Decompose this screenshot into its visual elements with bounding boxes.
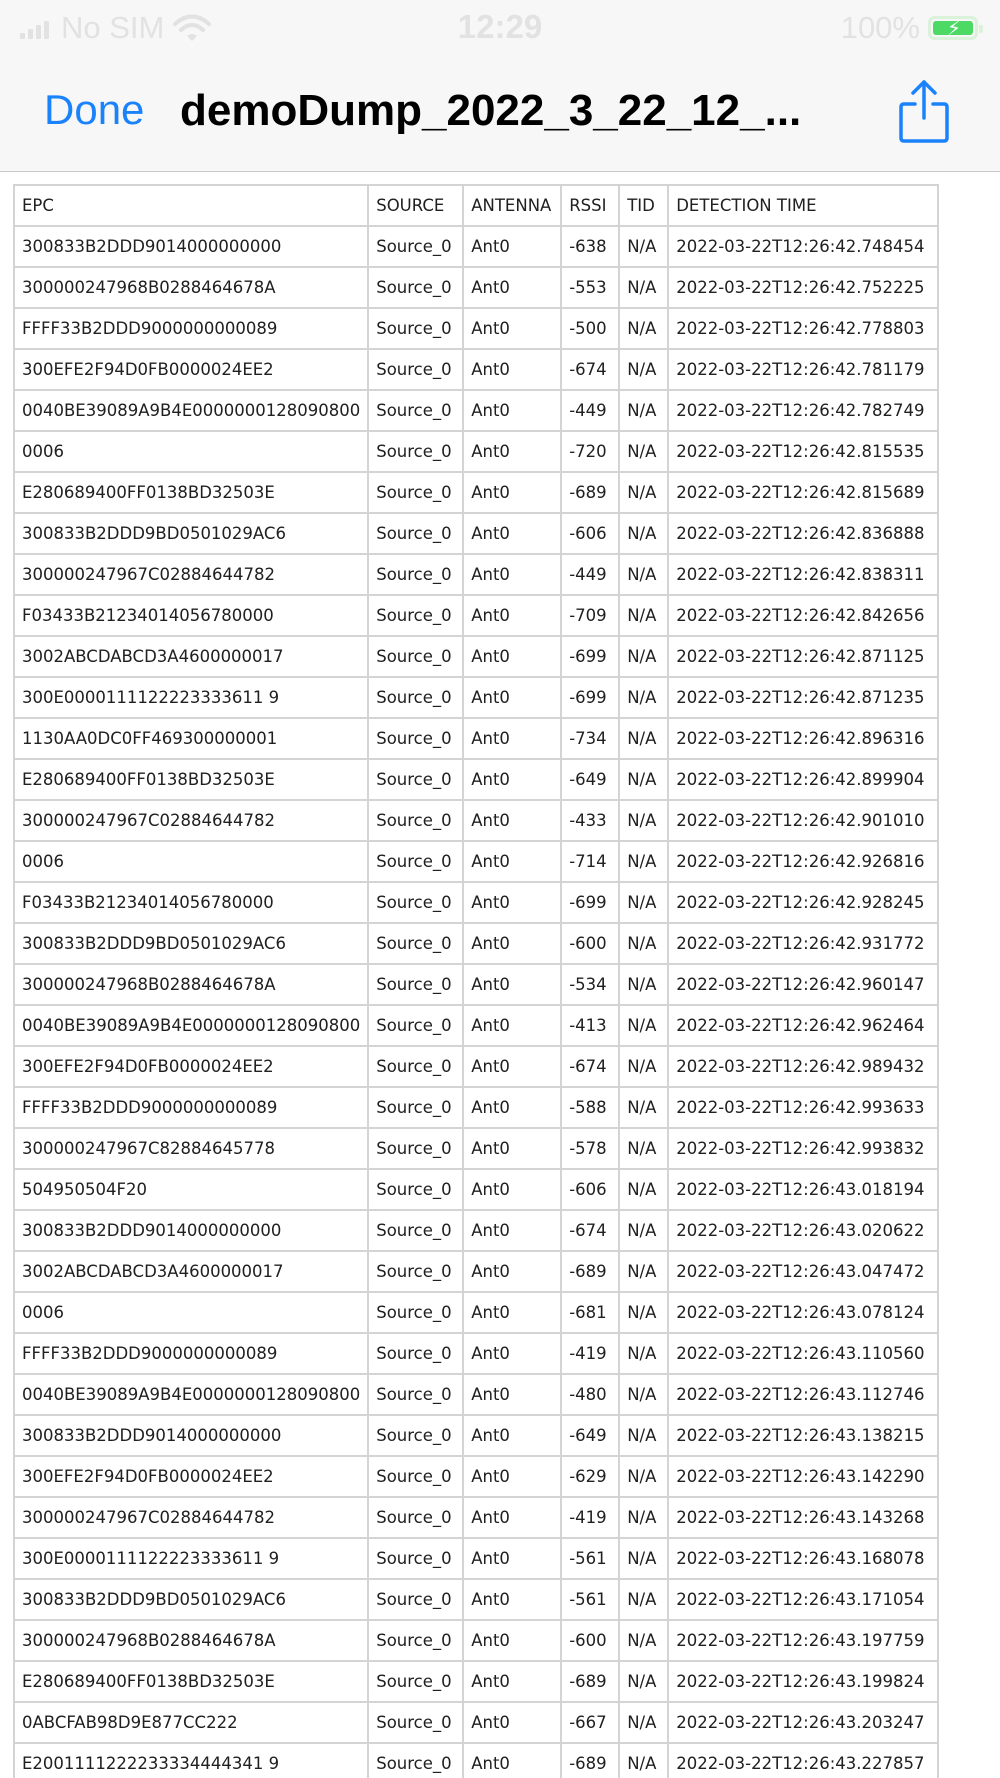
table-row [14, 1333, 938, 1374]
epc-cell: 1130AA0DC0FF469300000001 [14, 718, 368, 759]
rssi-cell: -720 [561, 431, 619, 472]
source-cell: Source_0 [368, 431, 463, 472]
rssi-cell: -500 [561, 308, 619, 349]
battery-icon: ⚡ [928, 16, 978, 40]
epc-cell: 300000247967C02884644782 [14, 554, 368, 595]
rssi-cell: -699 [561, 636, 619, 677]
tid-cell: N/A [619, 513, 668, 554]
detection-time-cell: 2022-03-22T12:26:42.962464 [668, 1005, 938, 1046]
source-cell: Source_0 [368, 595, 463, 636]
epc-cell: 300E0000111122223333611 9 [14, 1538, 368, 1579]
antenna-cell: Ant0 [463, 1538, 561, 1579]
rssi-cell: -667 [561, 1702, 619, 1743]
table-row [14, 1702, 938, 1743]
share-icon [896, 76, 952, 146]
tid-cell: N/A [619, 1538, 668, 1579]
antenna-cell: Ant0 [463, 1579, 561, 1620]
epc-cell: E280689400FF0138BD32503E [14, 472, 368, 513]
table-row [14, 636, 938, 677]
rssi-cell: -699 [561, 882, 619, 923]
table-row [14, 1743, 938, 1778]
tid-cell: N/A [619, 923, 668, 964]
table-row [14, 923, 938, 964]
rssi-cell: -606 [561, 1169, 619, 1210]
carrier-label: No SIM [61, 10, 165, 45]
epc-cell: 0006 [14, 1292, 368, 1333]
source-cell: Source_0 [368, 1415, 463, 1456]
tid-cell: N/A [619, 267, 668, 308]
detection-time-cell: 2022-03-22T12:26:42.778803 [668, 308, 938, 349]
table-row [14, 1497, 938, 1538]
tid-cell: N/A [619, 554, 668, 595]
source-cell: Source_0 [368, 1046, 463, 1087]
source-cell: Source_0 [368, 308, 463, 349]
rssi-cell: -413 [561, 1005, 619, 1046]
rssi-cell: -561 [561, 1538, 619, 1579]
detection-time-cell: 2022-03-22T12:26:42.871235 [668, 677, 938, 718]
tid-cell: N/A [619, 841, 668, 882]
source-cell: Source_0 [368, 923, 463, 964]
antenna-cell: Ant0 [463, 431, 561, 472]
epc-cell: FFFF33B2DDD9000000000089 [14, 308, 368, 349]
antenna-cell: Ant0 [463, 1415, 561, 1456]
epc-cell: 300833B2DDD9BD0501029AC6 [14, 923, 368, 964]
source-cell: Source_0 [368, 964, 463, 1005]
detection-time-cell: 2022-03-22T12:26:43.138215 [668, 1415, 938, 1456]
tid-cell: N/A [619, 1497, 668, 1538]
table-row [14, 1579, 938, 1620]
detection-time-cell: 2022-03-22T12:26:42.836888 [668, 513, 938, 554]
antenna-cell: Ant0 [463, 882, 561, 923]
epc-cell: 300000247968B0288464678A [14, 964, 368, 1005]
table-row [14, 718, 938, 759]
rssi-cell: -689 [561, 1251, 619, 1292]
antenna-cell: Ant0 [463, 718, 561, 759]
battery-percent: 100% [840, 10, 920, 45]
rssi-cell: -638 [561, 226, 619, 267]
source-cell: Source_0 [368, 1128, 463, 1169]
tid-cell: N/A [619, 800, 668, 841]
detection-time-cell: 2022-03-22T12:26:42.928245 [668, 882, 938, 923]
detection-time-cell: 2022-03-22T12:26:42.896316 [668, 718, 938, 759]
detection-time-cell: 2022-03-22T12:26:43.018194 [668, 1169, 938, 1210]
tid-cell: N/A [619, 1661, 668, 1702]
source-cell: Source_0 [368, 1661, 463, 1702]
detection-time-cell: 2022-03-22T12:26:42.781179 [668, 349, 938, 390]
tid-cell: N/A [619, 595, 668, 636]
table-row [14, 267, 938, 308]
table-row [14, 1538, 938, 1579]
antenna-cell: Ant0 [463, 1333, 561, 1374]
epc-cell: 504950504F20 [14, 1169, 368, 1210]
source-cell: Source_0 [368, 1210, 463, 1251]
epc-cell: 300000247967C82884645778 [14, 1128, 368, 1169]
navigation-bar [0, 56, 1000, 172]
detection-time-cell: 2022-03-22T12:26:42.960147 [668, 964, 938, 1005]
antenna-cell: Ant0 [463, 1210, 561, 1251]
source-cell: Source_0 [368, 718, 463, 759]
table-row [14, 964, 938, 1005]
rssi-cell: -553 [561, 267, 619, 308]
tid-cell: N/A [619, 349, 668, 390]
epc-cell: 300000247967C02884644782 [14, 800, 368, 841]
table-row [14, 1292, 938, 1333]
table-row [14, 595, 938, 636]
antenna-cell: Ant0 [463, 841, 561, 882]
tid-cell: N/A [619, 1046, 668, 1087]
table-row [14, 1046, 938, 1087]
rssi-cell: -689 [561, 1743, 619, 1778]
antenna-cell: Ant0 [463, 1374, 561, 1415]
detection-time-cell: 2022-03-22T12:26:43.203247 [668, 1702, 938, 1743]
rssi-cell: -600 [561, 923, 619, 964]
rssi-cell: -649 [561, 1415, 619, 1456]
epc-cell: FFFF33B2DDD9000000000089 [14, 1333, 368, 1374]
tid-cell: N/A [619, 226, 668, 267]
header-source: SOURCE [368, 185, 463, 226]
tid-cell: N/A [619, 1579, 668, 1620]
antenna-cell: Ant0 [463, 472, 561, 513]
detection-time-cell: 2022-03-22T12:26:42.842656 [668, 595, 938, 636]
epc-cell: E280689400FF0138BD32503E [14, 1661, 368, 1702]
rssi-cell: -629 [561, 1456, 619, 1497]
tid-cell: N/A [619, 677, 668, 718]
tid-cell: N/A [619, 390, 668, 431]
table-row [14, 1374, 938, 1415]
antenna-cell: Ant0 [463, 1620, 561, 1661]
rssi-cell: -480 [561, 1374, 619, 1415]
antenna-cell: Ant0 [463, 1128, 561, 1169]
epc-cell: 0006 [14, 431, 368, 472]
antenna-cell: Ant0 [463, 554, 561, 595]
rssi-cell: -709 [561, 595, 619, 636]
detection-time-cell: 2022-03-22T12:26:42.993832 [668, 1128, 938, 1169]
detection-time-cell: 2022-03-22T12:26:43.143268 [668, 1497, 938, 1538]
table-row [14, 1251, 938, 1292]
antenna-cell: Ant0 [463, 267, 561, 308]
detection-time-cell: 2022-03-22T12:26:43.168078 [668, 1538, 938, 1579]
tid-cell: N/A [619, 1005, 668, 1046]
antenna-cell: Ant0 [463, 1702, 561, 1743]
rssi-cell: -449 [561, 554, 619, 595]
rssi-cell: -689 [561, 472, 619, 513]
epc-cell: 0040BE39089A9B4E0000000128090800 [14, 1374, 368, 1415]
detection-time-cell: 2022-03-22T12:26:42.815535 [668, 431, 938, 472]
epc-cell: 300EFE2F94D0FB0000024EE2 [14, 1046, 368, 1087]
rssi-cell: -674 [561, 349, 619, 390]
antenna-cell: Ant0 [463, 1661, 561, 1702]
epc-cell: 300833B2DDD9014000000000 [14, 226, 368, 267]
source-cell: Source_0 [368, 554, 463, 595]
epc-cell: F03433B21234014056780000 [14, 882, 368, 923]
table-row [14, 800, 938, 841]
rssi-cell: -449 [561, 390, 619, 431]
source-cell: Source_0 [368, 1374, 463, 1415]
detection-time-cell: 2022-03-22T12:26:42.899904 [668, 759, 938, 800]
table-row [14, 1620, 938, 1661]
source-cell: Source_0 [368, 1251, 463, 1292]
rssi-cell: -588 [561, 1087, 619, 1128]
tid-cell: N/A [619, 1702, 668, 1743]
source-cell: Source_0 [368, 1087, 463, 1128]
source-cell: Source_0 [368, 759, 463, 800]
detection-time-cell: 2022-03-22T12:26:42.871125 [668, 636, 938, 677]
header-tid: TID [619, 185, 668, 226]
source-cell: Source_0 [368, 513, 463, 554]
table-row [14, 349, 938, 390]
rssi-cell: -689 [561, 1661, 619, 1702]
table-row [14, 1169, 938, 1210]
table-row [14, 759, 938, 800]
detection-time-cell: 2022-03-22T12:26:43.197759 [668, 1620, 938, 1661]
detection-time-cell: 2022-03-22T12:26:42.815689 [668, 472, 938, 513]
source-cell: Source_0 [368, 1497, 463, 1538]
antenna-cell: Ant0 [463, 1046, 561, 1087]
antenna-cell: Ant0 [463, 1743, 561, 1778]
tid-cell: N/A [619, 1210, 668, 1251]
epc-cell: 300EFE2F94D0FB0000024EE2 [14, 1456, 368, 1497]
epc-cell: 300000247968B0288464678A [14, 267, 368, 308]
source-cell: Source_0 [368, 1579, 463, 1620]
detection-time-cell: 2022-03-22T12:26:43.142290 [668, 1456, 938, 1497]
detection-time-cell: 2022-03-22T12:26:42.782749 [668, 390, 938, 431]
tid-cell: N/A [619, 1251, 668, 1292]
tid-cell: N/A [619, 718, 668, 759]
epc-cell: F03433B21234014056780000 [14, 595, 368, 636]
rssi-cell: -578 [561, 1128, 619, 1169]
table-row [14, 226, 938, 267]
detection-time-cell: 2022-03-22T12:26:42.752225 [668, 267, 938, 308]
status-time: 12:29 [457, 8, 543, 45]
epc-cell: 0040BE39089A9B4E0000000128090800 [14, 390, 368, 431]
epc-cell: 300833B2DDD9BD0501029AC6 [14, 513, 368, 554]
rssi-cell: -699 [561, 677, 619, 718]
table-row [14, 431, 938, 472]
tid-cell: N/A [619, 1128, 668, 1169]
detection-time-cell: 2022-03-22T12:26:43.199824 [668, 1661, 938, 1702]
tid-cell: N/A [619, 1087, 668, 1128]
rssi-cell: -734 [561, 718, 619, 759]
antenna-cell: Ant0 [463, 1087, 561, 1128]
antenna-cell: Ant0 [463, 800, 561, 841]
antenna-cell: Ant0 [463, 308, 561, 349]
tid-cell: N/A [619, 759, 668, 800]
source-cell: Source_0 [368, 841, 463, 882]
antenna-cell: Ant0 [463, 1497, 561, 1538]
rssi-cell: -561 [561, 1579, 619, 1620]
epc-cell: 300833B2DDD9014000000000 [14, 1415, 368, 1456]
source-cell: Source_0 [368, 1292, 463, 1333]
epc-cell: 300000247968B0288464678A [14, 1620, 368, 1661]
table-row [14, 513, 938, 554]
source-cell: Source_0 [368, 1620, 463, 1661]
table-row [14, 1005, 938, 1046]
tid-cell: N/A [619, 472, 668, 513]
header-epc: EPC [14, 185, 368, 226]
rssi-cell: -649 [561, 759, 619, 800]
source-cell: Source_0 [368, 349, 463, 390]
source-cell: Source_0 [368, 1005, 463, 1046]
detection-time-cell: 2022-03-22T12:26:42.838311 [668, 554, 938, 595]
tid-cell: N/A [619, 964, 668, 1005]
detection-table [13, 184, 939, 1778]
tid-cell: N/A [619, 1743, 668, 1778]
antenna-cell: Ant0 [463, 226, 561, 267]
rssi-cell: -419 [561, 1333, 619, 1374]
detection-time-cell: 2022-03-22T12:26:43.047472 [668, 1251, 938, 1292]
antenna-cell: Ant0 [463, 964, 561, 1005]
tid-cell: N/A [619, 1292, 668, 1333]
antenna-cell: Ant0 [463, 595, 561, 636]
table-row [14, 1128, 938, 1169]
antenna-cell: Ant0 [463, 513, 561, 554]
epc-cell: 0ABCFAB98D9E877CC222 [14, 1702, 368, 1743]
antenna-cell: Ant0 [463, 759, 561, 800]
rssi-cell: -600 [561, 1620, 619, 1661]
epc-cell: E2001111222233334444341 9 [14, 1743, 368, 1778]
antenna-cell: Ant0 [463, 1292, 561, 1333]
tid-cell: N/A [619, 1169, 668, 1210]
epc-cell: 300EFE2F94D0FB0000024EE2 [14, 349, 368, 390]
source-cell: Source_0 [368, 267, 463, 308]
rssi-cell: -419 [561, 1497, 619, 1538]
table-row [14, 1456, 938, 1497]
detection-time-cell: 2022-03-22T12:26:43.078124 [668, 1292, 938, 1333]
detection-time-cell: 2022-03-22T12:26:43.110560 [668, 1333, 938, 1374]
tid-cell: N/A [619, 1333, 668, 1374]
source-cell: Source_0 [368, 1333, 463, 1374]
antenna-cell: Ant0 [463, 677, 561, 718]
detection-time-cell: 2022-03-22T12:26:43.227857 [668, 1743, 938, 1778]
antenna-cell: Ant0 [463, 1005, 561, 1046]
header-rssi: RSSI [561, 185, 619, 226]
detection-time-cell: 2022-03-22T12:26:42.993633 [668, 1087, 938, 1128]
detection-time-cell: 2022-03-22T12:26:42.989432 [668, 1046, 938, 1087]
source-cell: Source_0 [368, 1456, 463, 1497]
tid-cell: N/A [619, 1374, 668, 1415]
antenna-cell: Ant0 [463, 1251, 561, 1292]
detection-time-cell: 2022-03-22T12:26:42.931772 [668, 923, 938, 964]
epc-cell: 0040BE39089A9B4E0000000128090800 [14, 1005, 368, 1046]
tid-cell: N/A [619, 1415, 668, 1456]
done-button[interactable]: Done [44, 86, 145, 133]
table-row [14, 472, 938, 513]
table-row [14, 1661, 938, 1702]
share-button[interactable] [896, 76, 952, 146]
source-cell: Source_0 [368, 1538, 463, 1579]
source-cell: Source_0 [368, 472, 463, 513]
tid-cell: N/A [619, 1456, 668, 1497]
source-cell: Source_0 [368, 1169, 463, 1210]
epc-cell: 300000247967C02884644782 [14, 1497, 368, 1538]
header-antenna: ANTENNA [463, 185, 561, 226]
tid-cell: N/A [619, 636, 668, 677]
table-row [14, 1087, 938, 1128]
rssi-cell: -681 [561, 1292, 619, 1333]
tid-cell: N/A [619, 1620, 668, 1661]
epc-cell: E280689400FF0138BD32503E [14, 759, 368, 800]
detection-time-cell: 2022-03-22T12:26:42.748454 [668, 226, 938, 267]
table-row [14, 308, 938, 349]
source-cell: Source_0 [368, 882, 463, 923]
epc-cell: 300E0000111122223333611 9 [14, 677, 368, 718]
antenna-cell: Ant0 [463, 923, 561, 964]
antenna-cell: Ant0 [463, 636, 561, 677]
detection-time-cell: 2022-03-22T12:26:43.171054 [668, 1579, 938, 1620]
table-row [14, 390, 938, 431]
epc-cell: 3002ABCDABCD3A4600000017 [14, 1251, 368, 1292]
tid-cell: N/A [619, 308, 668, 349]
epc-cell: 0006 [14, 841, 368, 882]
table-row [14, 554, 938, 595]
rssi-cell: -606 [561, 513, 619, 554]
epc-cell: FFFF33B2DDD9000000000089 [14, 1087, 368, 1128]
source-cell: Source_0 [368, 1702, 463, 1743]
rssi-cell: -674 [561, 1046, 619, 1087]
source-cell: Source_0 [368, 677, 463, 718]
detection-table-container[interactable] [13, 184, 939, 1778]
antenna-cell: Ant0 [463, 390, 561, 431]
antenna-cell: Ant0 [463, 1169, 561, 1210]
table-row [14, 1415, 938, 1456]
tid-cell: N/A [619, 882, 668, 923]
detection-time-cell: 2022-03-22T12:26:42.901010 [668, 800, 938, 841]
status-bar [0, 0, 1000, 56]
tid-cell: N/A [619, 431, 668, 472]
rssi-cell: -674 [561, 1210, 619, 1251]
detection-time-cell: 2022-03-22T12:26:43.112746 [668, 1374, 938, 1415]
source-cell: Source_0 [368, 1743, 463, 1778]
rssi-cell: -433 [561, 800, 619, 841]
detection-time-cell: 2022-03-22T12:26:42.926816 [668, 841, 938, 882]
source-cell: Source_0 [368, 390, 463, 431]
source-cell: Source_0 [368, 800, 463, 841]
rssi-cell: -714 [561, 841, 619, 882]
table-body [14, 226, 938, 1778]
table-row [14, 677, 938, 718]
antenna-cell: Ant0 [463, 1456, 561, 1497]
antenna-cell: Ant0 [463, 349, 561, 390]
table-header-row [14, 185, 938, 226]
table-row [14, 882, 938, 923]
table-row [14, 841, 938, 882]
table-row [14, 1210, 938, 1251]
rssi-cell: -534 [561, 964, 619, 1005]
header-detection-time: DETECTION TIME [668, 185, 938, 226]
source-cell: Source_0 [368, 226, 463, 267]
detection-time-cell: 2022-03-22T12:26:43.020622 [668, 1210, 938, 1251]
epc-cell: 3002ABCDABCD3A4600000017 [14, 636, 368, 677]
epc-cell: 300833B2DDD9014000000000 [14, 1210, 368, 1251]
source-cell: Source_0 [368, 636, 463, 677]
page-title: demoDump_2022_3_22_12_... [180, 86, 802, 135]
epc-cell: 300833B2DDD9BD0501029AC6 [14, 1579, 368, 1620]
